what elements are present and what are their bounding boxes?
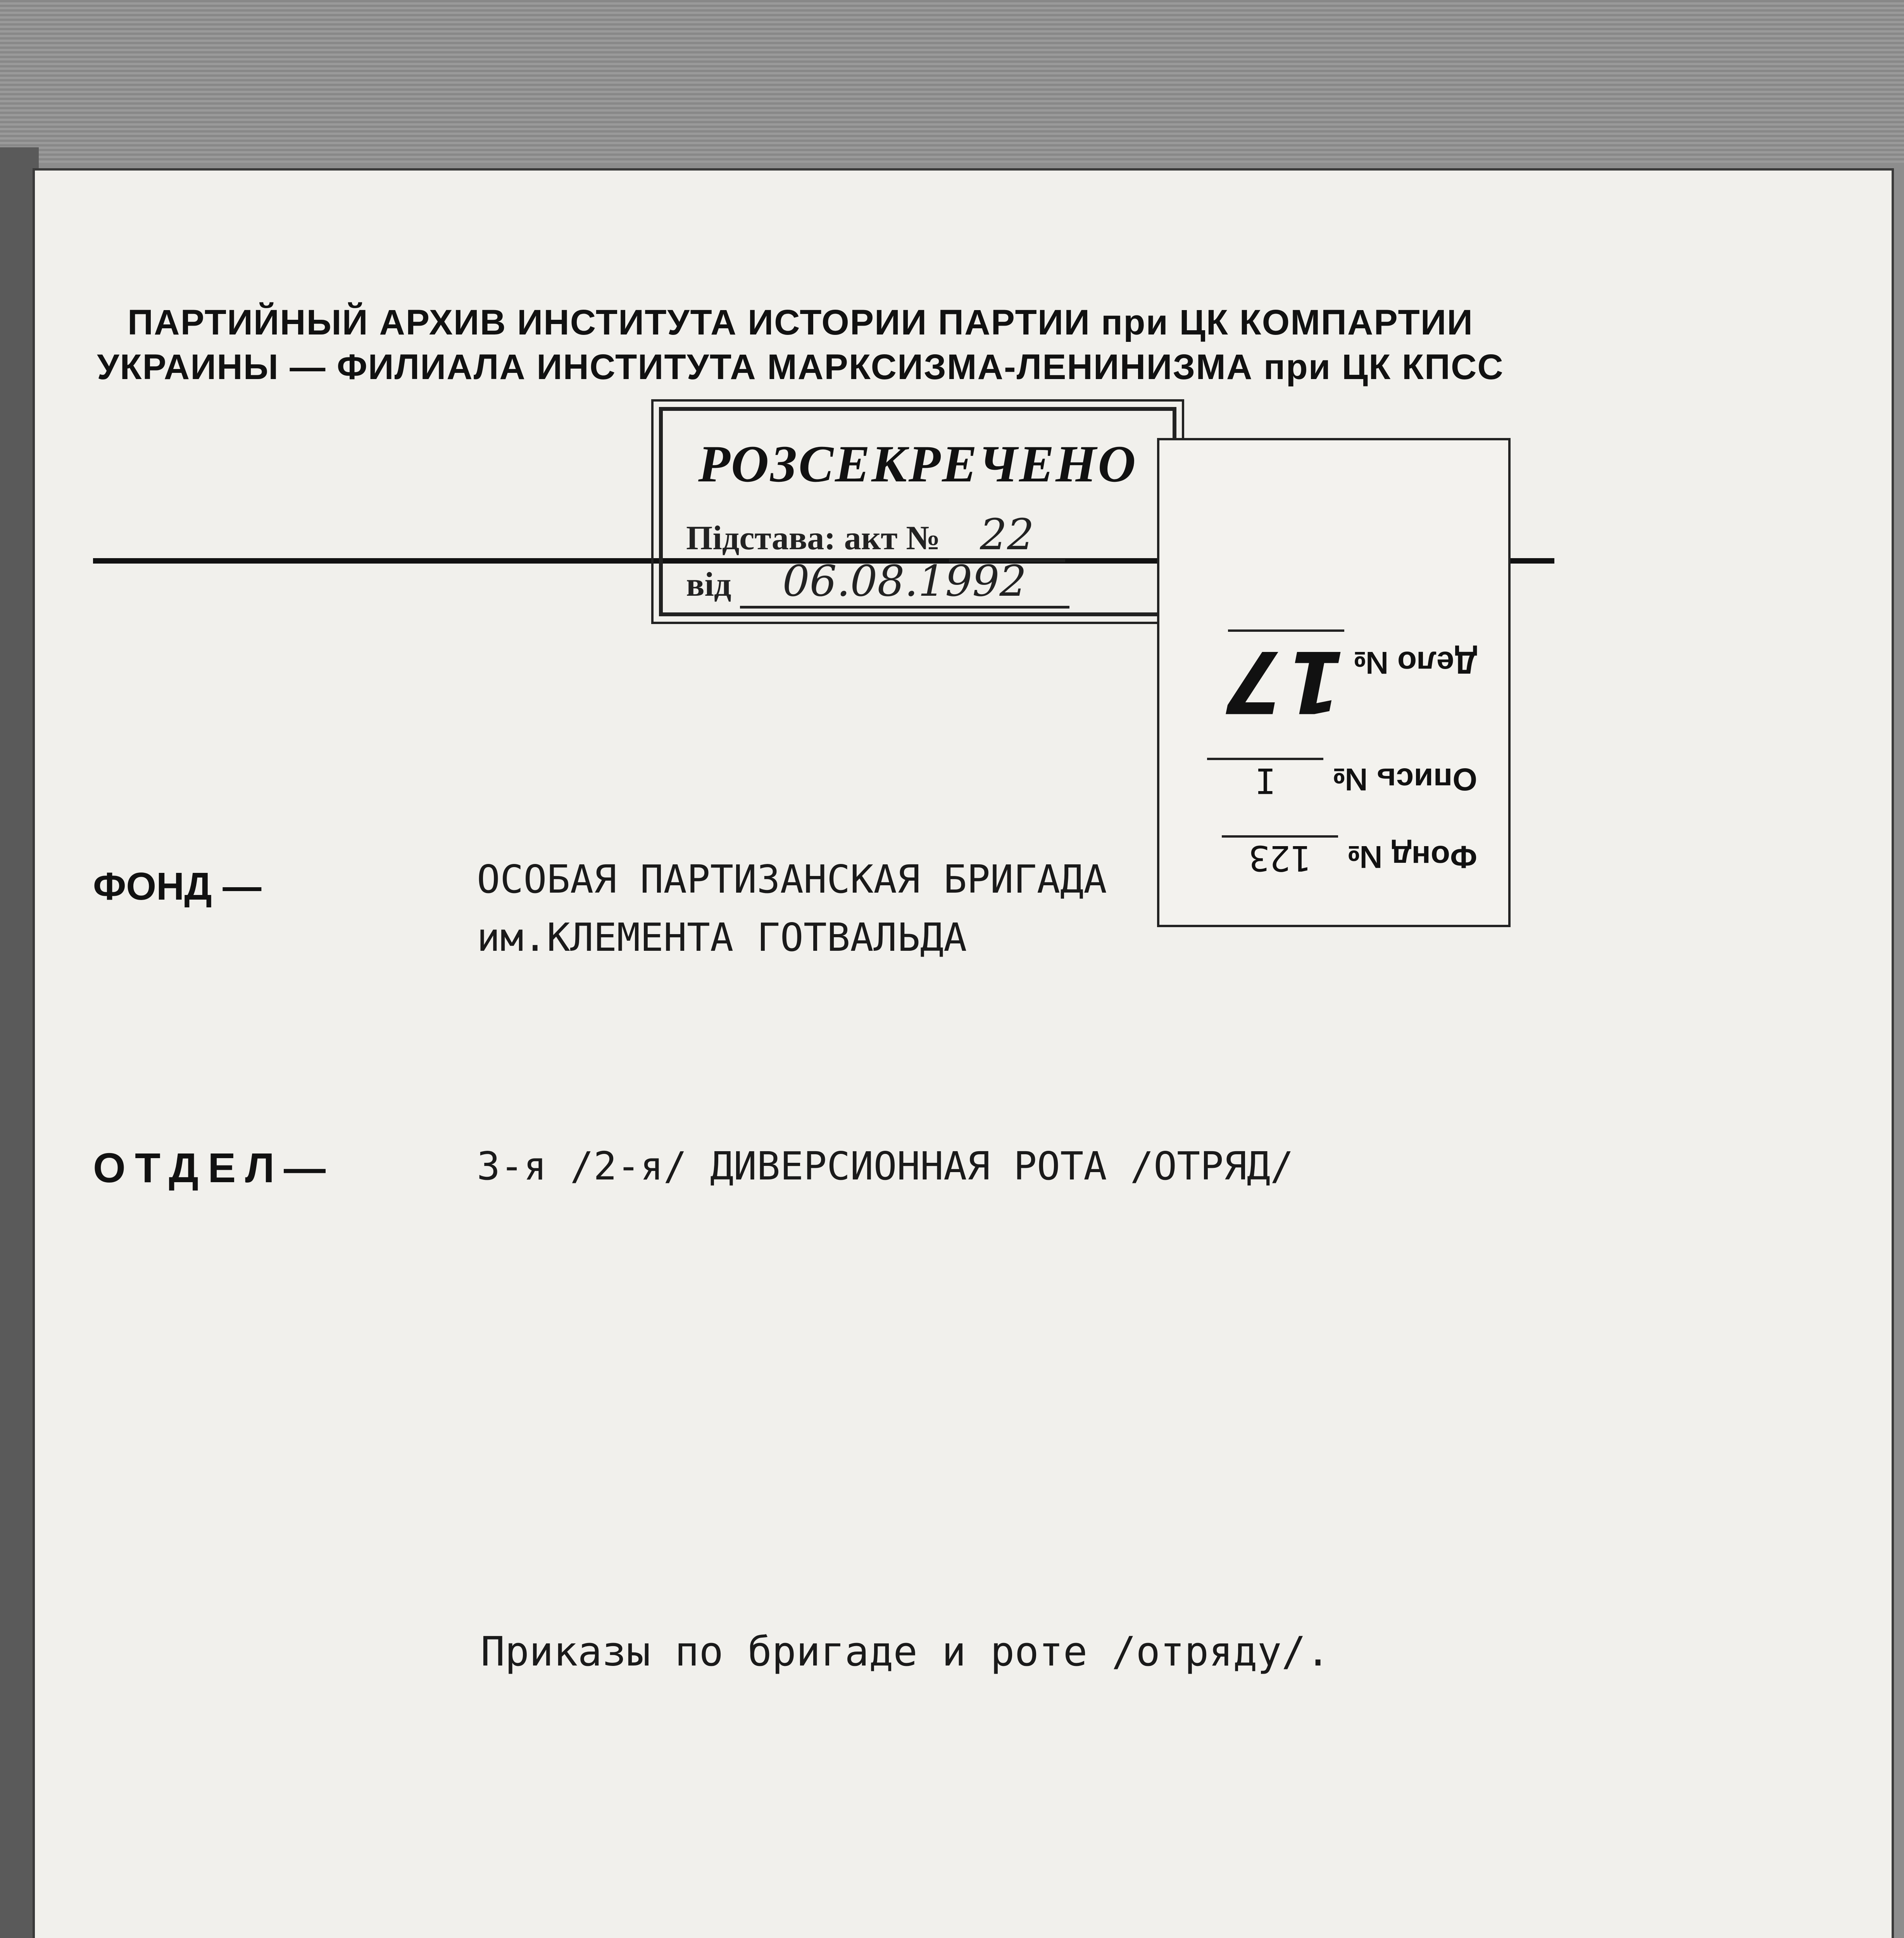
archive-header-line2: УКРАИНЫ — ФИЛИАЛА ИНСТИТУТА МАРКСИЗМА-ЛЕНИНИЗМА при ЦК КПСС — [97, 347, 1504, 387]
scan-border-top — [0, 0, 1904, 163]
otdel-value: 3-я /2-я/ ДИВЕРСИОННАЯ РОТА /ОТРЯД/ — [477, 1143, 1294, 1189]
stamp-title: РОЗСЕКРЕЧЕНО — [698, 435, 1137, 493]
otdel-label: ОТДЕЛ— — [93, 1144, 335, 1191]
rotated-opis-row — [1207, 758, 1477, 801]
scan-border-left — [0, 147, 39, 1938]
fond-title-line1: ОСОБАЯ ПАРТИЗАНСКАЯ БРИГАДА — [477, 857, 1107, 902]
stamp-basis-row — [686, 510, 1065, 562]
fond-title-line2: им.КЛЕМЕНТА ГОТВАЛЬДА — [477, 915, 967, 960]
fond-label: ФОНД — — [93, 865, 262, 908]
archive-header-line1: ПАРТИЙНЫЙ АРХИВ ИНСТИТУТА ИСТОРИИ ПАРТИИ при ЦК КОМПАРТИИ — [128, 303, 1473, 342]
stamp-basis-label: Підстава: акт № — [686, 519, 940, 557]
subject-text: Приказы по бригаде и роте /отряду/. — [481, 1628, 1330, 1675]
rotated-opis-value: I — [1207, 758, 1323, 801]
upside-down-archive-box — [1157, 438, 1511, 927]
document-page — [35, 171, 1892, 1938]
rotated-fond-label: Фонд № — [1347, 839, 1477, 874]
stamp-date-row — [686, 556, 1069, 609]
rotated-delo-value: 17 — [1228, 629, 1344, 731]
rotated-opis-label: Опись № — [1332, 762, 1477, 797]
rotated-delo-row — [1225, 629, 1477, 731]
rotated-fond-row — [1222, 835, 1477, 878]
rotated-delo-label: Дело № — [1353, 645, 1477, 680]
stamp-date-label: від — [686, 566, 731, 603]
stamp-basis-number: 22 — [949, 510, 1065, 562]
declassified-stamp — [659, 407, 1176, 616]
stamp-date-value: 06.08.1992 — [740, 556, 1069, 609]
rotated-fond-value: 123 — [1222, 835, 1338, 878]
